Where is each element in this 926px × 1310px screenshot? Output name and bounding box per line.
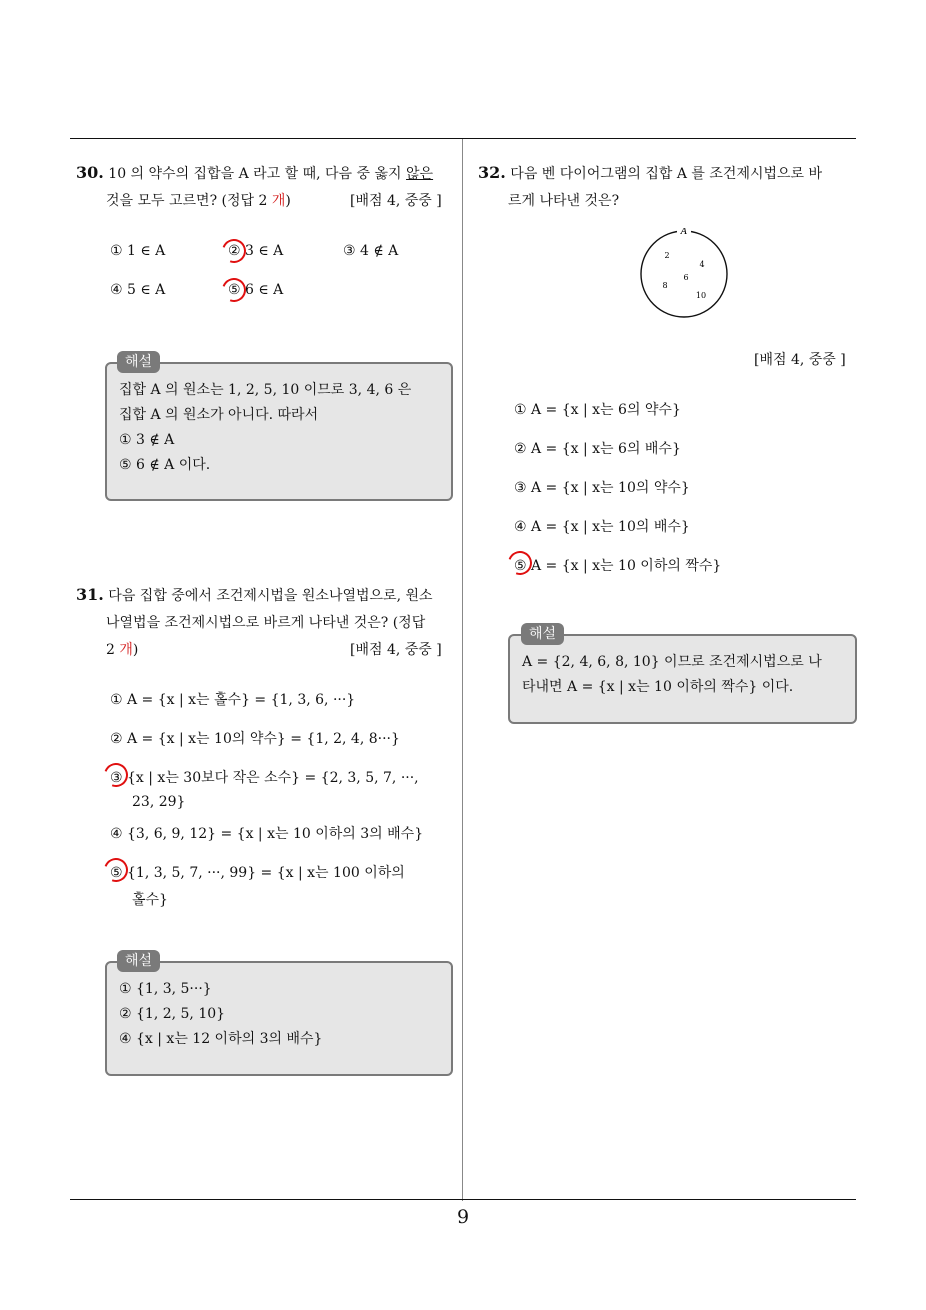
q30-explain-line: 집합 A 의 원소가 아니다. 따라서 bbox=[119, 407, 319, 423]
q30-text-b: 것을 모두 고르면? (정답 2 bbox=[106, 193, 272, 209]
q31-option-2[interactable]: ② A = {x | x는 10의 약수} = {1, 2, 4, 8···} bbox=[110, 731, 400, 747]
q30-line1 bbox=[76, 163, 433, 183]
q31-text-d: ) bbox=[132, 642, 139, 658]
venn-set-label: A bbox=[680, 228, 688, 237]
q31-explain-line: ④ {x | x는 12 이하의 3의 배수} bbox=[119, 1031, 323, 1047]
q32-option-2[interactable]: ② A = {x | x는 6의 배수} bbox=[514, 441, 681, 457]
q30-line2 bbox=[106, 190, 291, 210]
q30-explanation-box bbox=[105, 362, 453, 501]
q30-explain-line: ⑤ 6 ∉ A 이다. bbox=[119, 457, 211, 473]
q30-score: [배점 4, 중중 ] bbox=[350, 193, 442, 209]
q30-count-unit: 개 bbox=[271, 193, 286, 209]
q31-line3 bbox=[106, 639, 138, 659]
q31-line2: 나열법을 조건제시법으로 바르게 나타낸 것은? (정답 bbox=[106, 615, 426, 631]
bottom-rule bbox=[70, 1199, 856, 1200]
q31-text-c: 2 bbox=[106, 642, 120, 658]
q32-explain-line: 타내면 A = {x | x는 10 이하의 짝수} 이다. bbox=[522, 679, 794, 695]
q32-option-1[interactable]: ① A = {x | x는 6의 약수} bbox=[514, 402, 681, 418]
q30-option-5[interactable]: ⑤ 6 ∈ A bbox=[228, 282, 284, 298]
q31-option-4[interactable]: ④ {3, 6, 9, 12} = {x | x는 10 이하의 3의 배수} bbox=[110, 826, 424, 842]
q30-explain-line: ① 3 ∉ A bbox=[119, 432, 175, 448]
q32-option-3[interactable]: ③ A = {x | x는 10의 약수} bbox=[514, 480, 690, 496]
q32-line1 bbox=[478, 163, 822, 183]
q30-underlined-word: 않은 bbox=[406, 166, 434, 182]
q32-explain-line: A = {2, 4, 6, 8, 10} 이므로 조건제시법으로 나 bbox=[522, 654, 822, 670]
venn-element: 6 bbox=[683, 273, 689, 282]
q30-option-1[interactable]: ① 1 ∈ A bbox=[110, 243, 166, 259]
q30-option-4[interactable]: ④ 5 ∈ A bbox=[110, 282, 166, 298]
q31-line1 bbox=[76, 585, 433, 605]
q31-option-3[interactable]: ③ {x | x는 30보다 작은 소수} = {2, 3, 5, 7, ···, bbox=[110, 770, 419, 786]
q31-explain-line: ① {1, 3, 5···} bbox=[119, 981, 212, 997]
venn-element: 10 bbox=[695, 291, 707, 300]
q31-explanation-box bbox=[105, 961, 453, 1076]
venn-element: 4 bbox=[699, 260, 705, 269]
q30-explanation-tab: 해설 bbox=[117, 351, 160, 373]
q30-text-c: ) bbox=[285, 193, 291, 209]
q32-option-5[interactable]: ⑤ A = {x | x는 10 이하의 짝수} bbox=[514, 558, 722, 574]
q31-number: 31. bbox=[76, 585, 104, 604]
q32-number: 32. bbox=[478, 163, 506, 182]
page-number: 9 bbox=[456, 1206, 470, 1228]
q31-explain-line: ② {1, 2, 5, 10} bbox=[119, 1006, 226, 1022]
q31-option-1[interactable]: ① A = {x | x는 홀수} = {1, 3, 6, ···} bbox=[110, 692, 356, 708]
q31-option-3-cont: 23, 29} bbox=[132, 794, 186, 810]
q30-explain-line: 집합 A 의 원소는 1, 2, 5, 10 이므로 3, 4, 6 은 bbox=[119, 382, 412, 398]
q32-line2: 르게 나타낸 것은? bbox=[508, 193, 620, 209]
q31-option-5-cont: 홀수} bbox=[132, 892, 168, 908]
q31-score: [배점 4, 중중 ] bbox=[350, 642, 442, 658]
q30-option-3[interactable]: ③ 4 ∉ A bbox=[343, 243, 399, 259]
q32-explanation-tab: 해설 bbox=[521, 623, 564, 645]
venn-diagram bbox=[638, 228, 730, 320]
q31-text-a: 다음 집합 중에서 조건제시법을 원소나열법으로, 원소 bbox=[108, 588, 433, 604]
q31-count-unit: 개 bbox=[119, 642, 133, 658]
q32-explanation-box bbox=[508, 634, 857, 724]
q31-explanation-tab: 해설 bbox=[117, 950, 160, 972]
q30-option-2[interactable]: ② 3 ∈ A bbox=[228, 243, 284, 259]
q32-option-4[interactable]: ④ A = {x | x는 10의 배수} bbox=[514, 519, 690, 535]
venn-element: 2 bbox=[664, 251, 670, 260]
q30-number: 30. bbox=[76, 163, 104, 182]
q30-text-a: 10 의 약수의 집합을 A 라고 할 때, 다음 중 옳지 bbox=[108, 166, 407, 182]
top-rule bbox=[70, 138, 856, 139]
q32-score: [배점 4, 중중 ] bbox=[754, 352, 846, 368]
venn-element: 8 bbox=[662, 281, 668, 290]
column-divider bbox=[462, 139, 463, 1201]
q32-text-a: 다음 벤 다이어그램의 집합 A 를 조건제시법으로 바 bbox=[510, 166, 823, 182]
q31-option-5[interactable]: ⑤ {1, 3, 5, 7, ···, 99} = {x | x는 100 이하의 bbox=[110, 865, 405, 881]
